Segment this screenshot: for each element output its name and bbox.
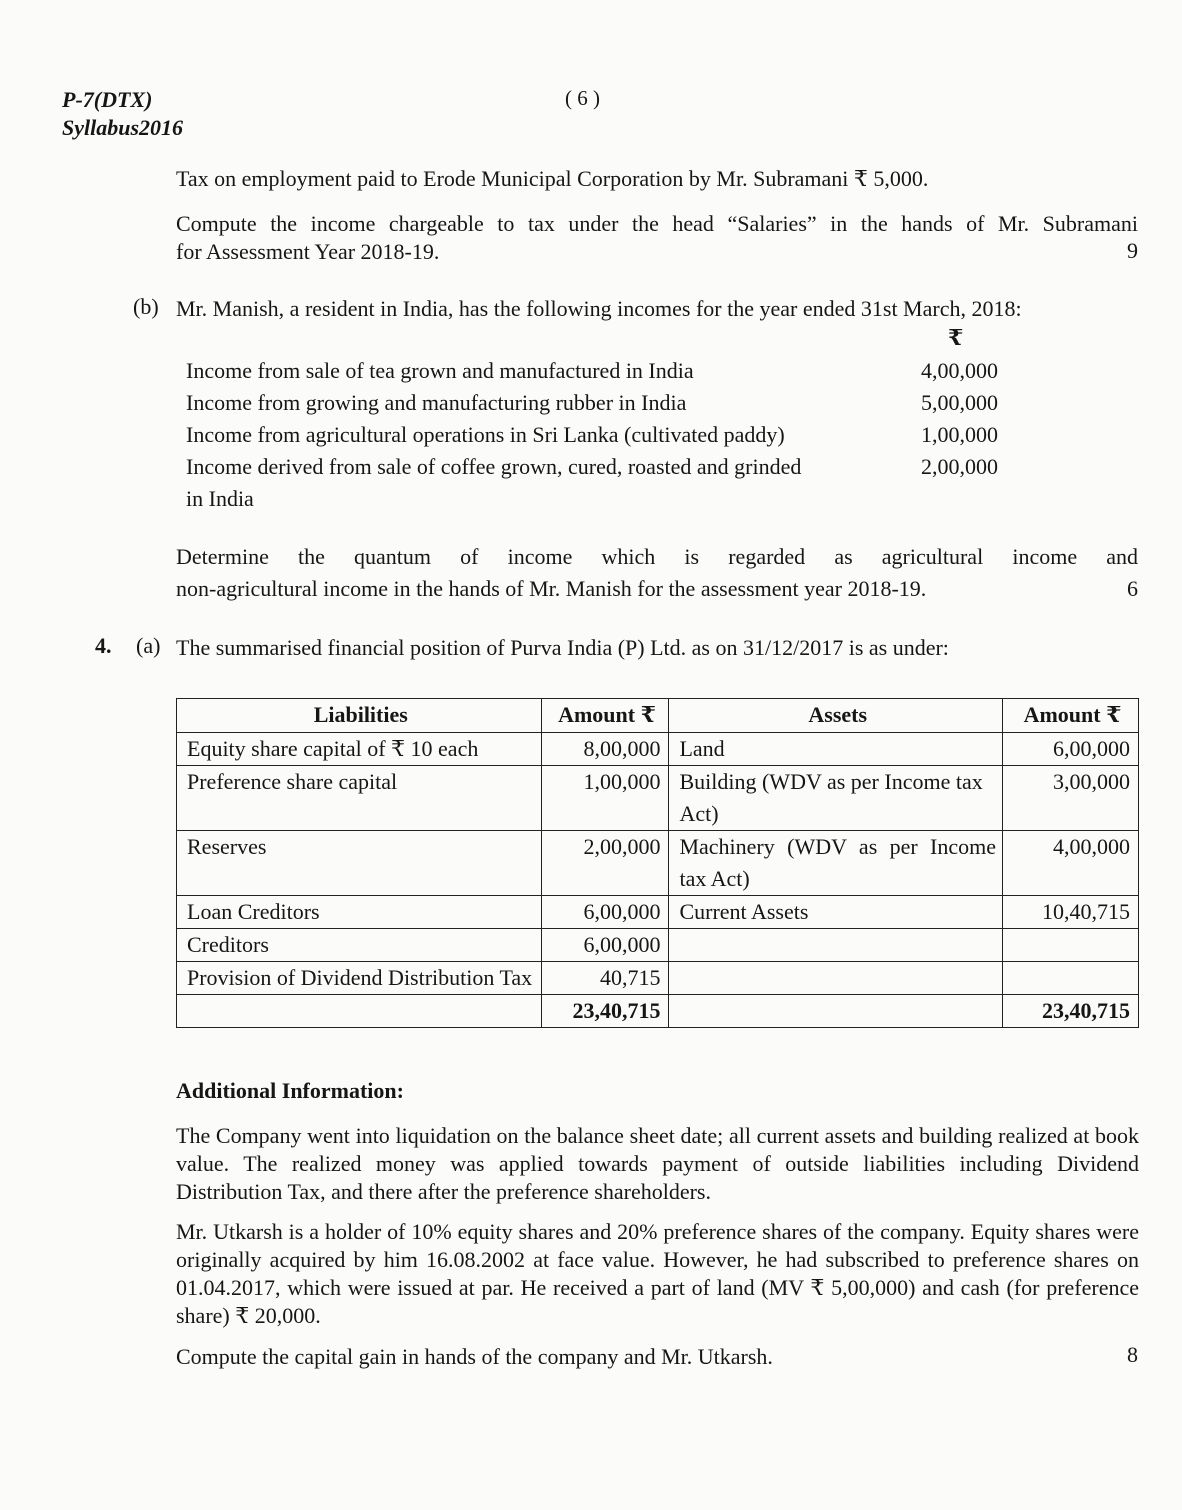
income-desc: Income from growing and manufacturing rubber in India bbox=[186, 390, 687, 415]
table-total-row bbox=[177, 995, 1139, 1028]
table-row bbox=[177, 962, 1139, 995]
asset-amount-cell: 4,00,000 bbox=[1003, 831, 1139, 896]
income-amount: 1,00,000 bbox=[921, 422, 998, 447]
income-row bbox=[186, 419, 998, 451]
q3b-determine-line1: Determine the quantum of income which is regarded as agricultural income and bbox=[176, 544, 1138, 569]
income-row bbox=[186, 355, 998, 387]
q3a-compute-line2: for Assessment Year 2018-19. bbox=[176, 239, 440, 264]
liability-amount-cell: 8,00,000 bbox=[541, 733, 669, 766]
paper-code: P-7(DTX) bbox=[62, 87, 153, 112]
balance-sheet-table bbox=[176, 698, 1139, 1028]
income-amount: 4,00,000 bbox=[921, 358, 998, 383]
additional-info-heading: Additional Information: bbox=[176, 1078, 404, 1103]
liability-cell: Preference share capital bbox=[177, 766, 542, 831]
asset-cell: Machinery (WDV as per Income tax Act) bbox=[669, 831, 1003, 896]
col-header-amount: Amount ₹ bbox=[1003, 699, 1139, 733]
liability-cell: Loan Creditors bbox=[177, 896, 542, 929]
liability-amount-cell: 6,00,000 bbox=[541, 896, 669, 929]
rupee-symbol: ₹ bbox=[948, 325, 964, 350]
q4-number: 4. bbox=[95, 633, 112, 658]
liability-amount-cell: 1,00,000 bbox=[541, 766, 669, 831]
asset-amount-cell bbox=[1003, 962, 1139, 995]
income-amount: 5,00,000 bbox=[921, 390, 998, 415]
liability-amount-cell: 6,00,000 bbox=[541, 929, 669, 962]
syllabus-label: Syllabus2016 bbox=[62, 115, 184, 140]
q3b-intro: Mr. Manish, a resident in India, has the following incomes for the year ended 31st March, 2018: bbox=[176, 296, 1022, 321]
total-assets: 23,40,715 bbox=[1003, 995, 1139, 1028]
income-row bbox=[186, 387, 998, 419]
q3a-tax-line: Tax on employment paid to Erode Municipal Corporation by Mr. Subramani ₹ 5,000. bbox=[176, 166, 929, 191]
income-row bbox=[186, 451, 998, 483]
table-row bbox=[177, 733, 1139, 766]
asset-cell: Land bbox=[669, 733, 1003, 766]
asset-cell: Building (WDV as per Income tax Act) bbox=[669, 766, 1003, 831]
income-desc-continuation: in India bbox=[186, 486, 254, 511]
table-row bbox=[177, 831, 1139, 896]
asset-amount-cell: 6,00,000 bbox=[1003, 733, 1139, 766]
asset-amount-cell: 10,40,715 bbox=[1003, 896, 1139, 929]
q3a-compute-line1: Compute the income chargeable to tax under the head “Salaries” in the hands of Mr. Subramani bbox=[176, 211, 1138, 236]
asset-cell bbox=[669, 929, 1003, 962]
liability-amount-cell: 2,00,000 bbox=[541, 831, 669, 896]
asset-amount-cell bbox=[1003, 929, 1139, 962]
liability-cell: Equity share capital of ₹ 10 each bbox=[177, 733, 542, 766]
table-header-row bbox=[177, 699, 1139, 733]
q3b-determine-line2: non-agricultural income in the hands of Mr. Manish for the assessment year 2018-19. bbox=[176, 576, 927, 601]
q4a-label: (a) bbox=[136, 633, 161, 658]
income-desc: Income from sale of tea grown and manufactured in India bbox=[186, 358, 694, 383]
q4a-marks: 8 bbox=[1127, 1342, 1138, 1367]
liability-amount-cell: 40,715 bbox=[541, 962, 669, 995]
total-label-cell bbox=[669, 995, 1003, 1028]
income-desc: Income from agricultural operations in Sri Lanka (cultivated paddy) bbox=[186, 422, 785, 447]
liability-cell: Provision of Dividend Distribution Tax bbox=[177, 962, 542, 995]
table-row bbox=[177, 929, 1139, 962]
q3b-label: (b) bbox=[133, 294, 159, 319]
total-liabilities: 23,40,715 bbox=[541, 995, 669, 1028]
q3a-marks: 9 bbox=[1127, 238, 1138, 263]
additional-info-para2: Mr. Utkarsh is a holder of 10% equity shares and 20% preference shares of the company. Equity shares were originally acquired by him 16.08.2002 at face value. However, he had subscribed to preference shares on 01.04.2017, which were issued at par. He received a part of land (MV ₹ 5,00,000) and cash (for preference share) ₹ 20,000. bbox=[176, 1219, 1139, 1328]
income-amount: 2,00,000 bbox=[921, 454, 998, 479]
asset-cell: Current Assets bbox=[669, 896, 1003, 929]
income-desc: Income derived from sale of coffee grown, cured, roasted and grinded bbox=[186, 454, 802, 479]
page-number: ( 6 ) bbox=[565, 86, 600, 110]
additional-info-para1: The Company went into liquidation on the balance sheet date; all current assets and building realized at book value. The realized money was applied towards payment of outside liabilities including Dividend Distribution Tax, and there after the preference shareholders. bbox=[176, 1123, 1139, 1204]
q4a-compute: Compute the capital gain in hands of the company and Mr. Utkarsh. bbox=[176, 1344, 773, 1369]
liability-cell: Reserves bbox=[177, 831, 542, 896]
q3b-marks: 6 bbox=[1127, 576, 1138, 601]
q4a-intro: The summarised financial position of Purva India (P) Ltd. as on 31/12/2017 is as under: bbox=[176, 635, 949, 660]
col-header-liabilities: Liabilities bbox=[177, 699, 542, 733]
col-header-amount: Amount ₹ bbox=[541, 699, 669, 733]
table-row bbox=[177, 896, 1139, 929]
liability-cell: Creditors bbox=[177, 929, 542, 962]
table-row bbox=[177, 766, 1139, 831]
asset-amount-cell: 3,00,000 bbox=[1003, 766, 1139, 831]
total-label-cell bbox=[177, 995, 542, 1028]
asset-cell bbox=[669, 962, 1003, 995]
col-header-assets: Assets bbox=[669, 699, 1003, 733]
paper-header bbox=[62, 86, 183, 142]
